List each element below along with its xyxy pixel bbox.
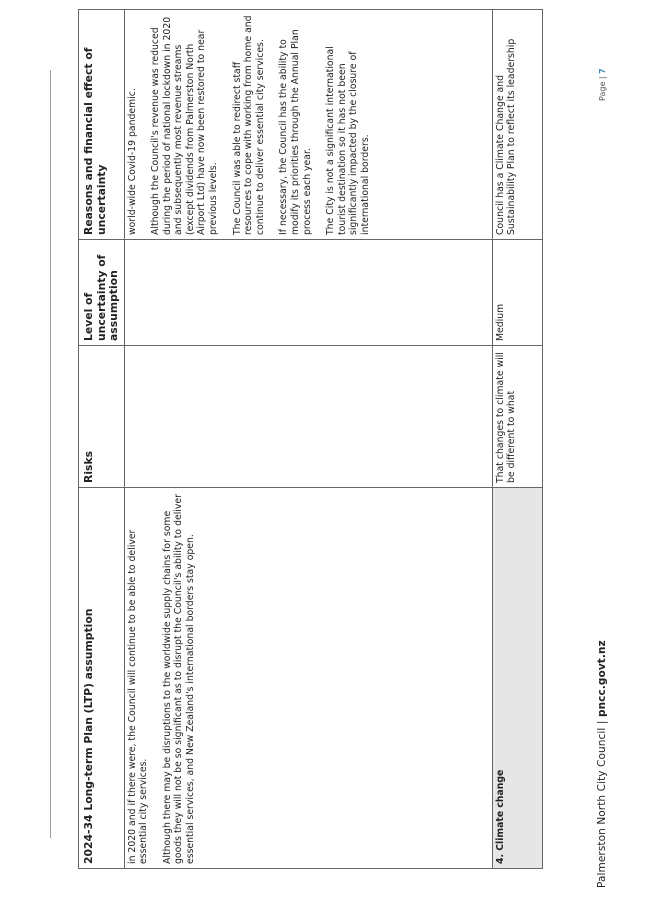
reasons-cell (124, 10, 492, 240)
uncertainty-cell (124, 240, 492, 346)
header-reasons: Reasons and financial effect of uncertainty (79, 10, 125, 240)
reasons-paragraph: If necessary, the Council has the ability to modify its priorities through the Annual Plan process each year. (278, 29, 313, 235)
table-header-row (79, 10, 125, 869)
footer-separator: | (596, 720, 608, 725)
footer-org: Palmerston North City Council (596, 727, 608, 888)
assumption-cell (124, 488, 492, 869)
climate-change-label: 4. Climate change (492, 488, 542, 869)
assumption-paragraph: Although there may be disruptions to the worldwide supply chains for some goods they will not be so significant as to disrupt the Council's ability to deliver essential services, and New Zealand's international borders stay open. (161, 494, 196, 864)
header-risks: Risks (79, 346, 125, 488)
footer (596, 48, 608, 888)
header-assumption: 2024-34 Long-term Plan (LTP) assumption (79, 488, 125, 869)
table-row (124, 10, 492, 869)
assumptions-table (78, 9, 543, 869)
reasons-paragraph: The City is not a significant international tourist destination so it has not been significantly impacted by the closure of international borders. (325, 46, 371, 235)
risks-cell (124, 346, 492, 488)
reasons-cell: Council has a Climate Change and Sustainability Plan to reflect its leadership (492, 10, 542, 240)
reasons-paragraph: The Council was able to redirect staff resources to cope with working from home and continue to deliver essential city services. (231, 15, 266, 235)
footer-website: pncc.govt.nz (596, 640, 608, 718)
header-uncertainty-level: Level of uncertainty of assumption (79, 240, 125, 346)
table-row (492, 10, 542, 869)
assumption-paragraph: in 2020 and if there were, the Council will continue to be able to deliver essential city services. (126, 529, 150, 864)
reasons-paragraph: Although the Council's revenue was reduced during the period of national lockdown in 2020 and subsequently most revenue streams (except dividends from Palmerston North Airport Ltd) have now been restored to near previous levels. (150, 16, 220, 235)
page-label: Page | (598, 76, 607, 101)
page-number-value: 7 (598, 68, 607, 74)
reasons-paragraph: world-wide Covid-19 pandemic. (126, 88, 138, 235)
page-number (598, 21, 607, 101)
risks-cell: That changes to climate will be different to what (492, 346, 542, 488)
uncertainty-cell: Medium (492, 240, 542, 346)
